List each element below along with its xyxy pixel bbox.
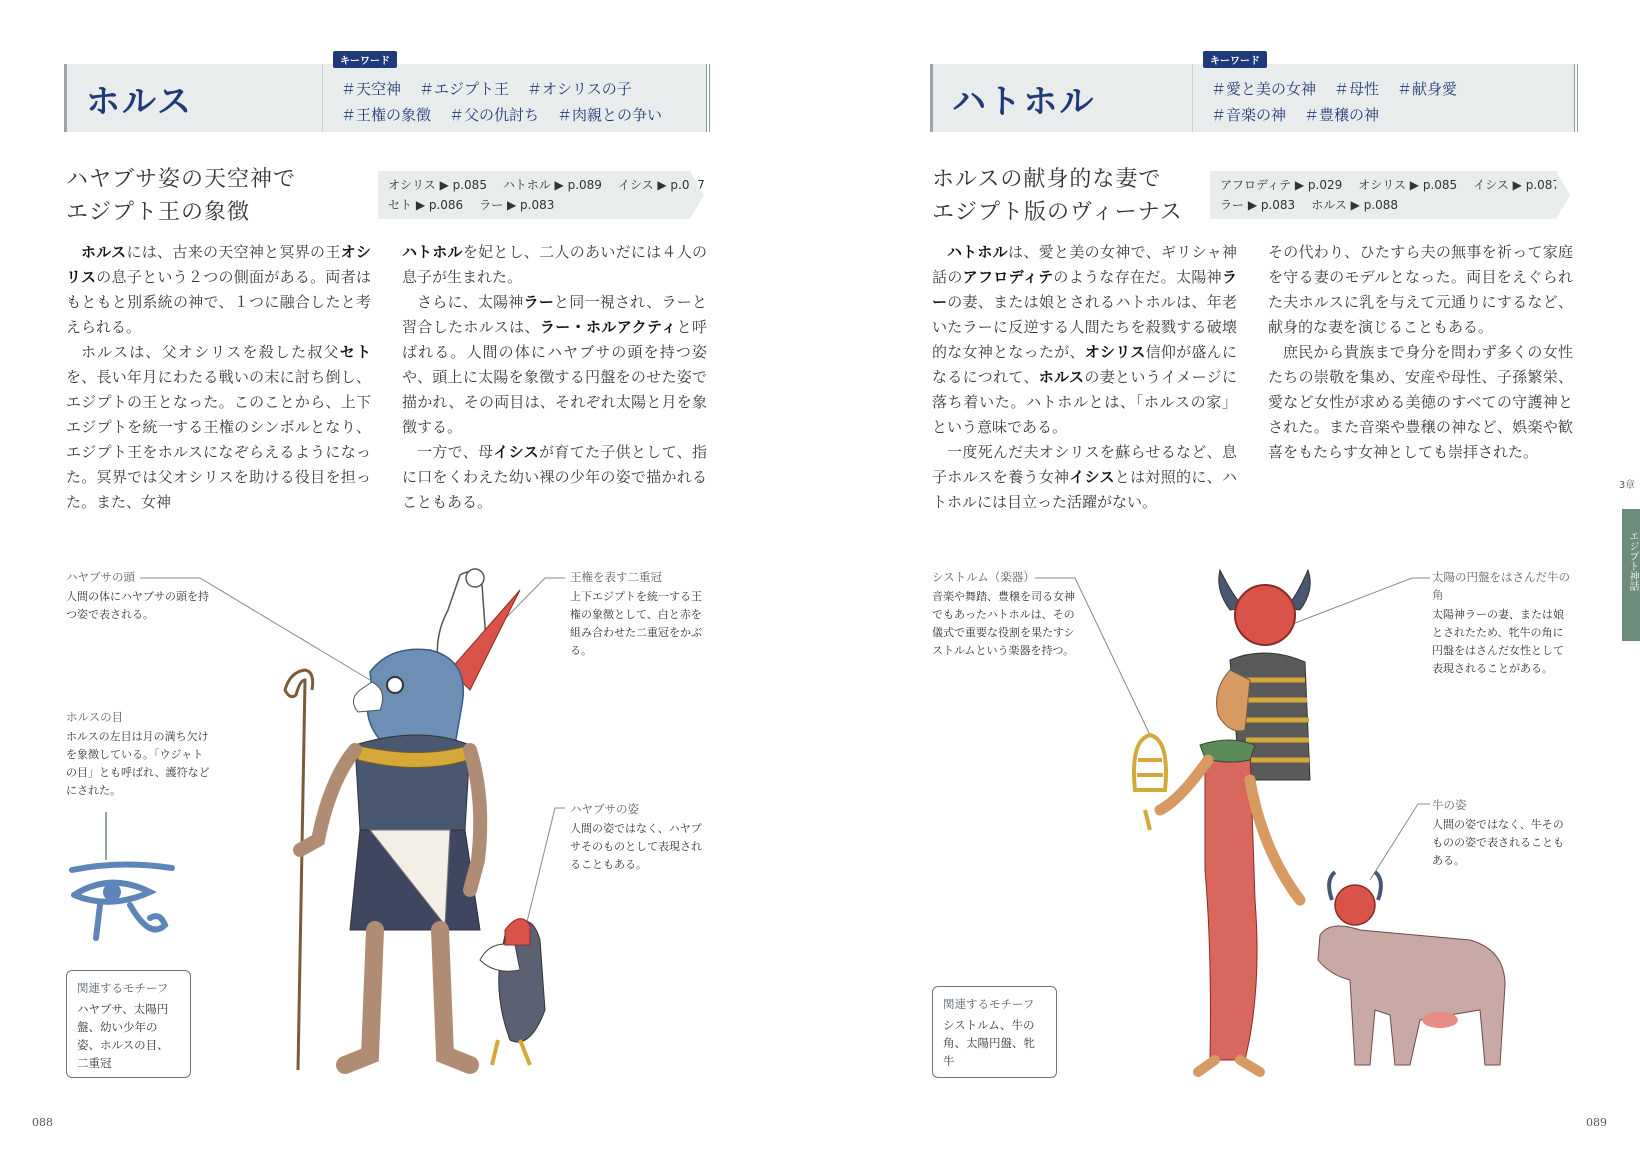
- subtitle-line: エジプト王の象徴: [66, 200, 251, 225]
- keyword-row-1: [341, 76, 680, 102]
- right-page: [820, 0, 1640, 1163]
- keyword-box-edge: [1574, 64, 1578, 132]
- annotation-text: 上下エジプトを統一する王権の象徴として、白と赤を組み合わせた二重冠をかぶる。: [570, 590, 702, 657]
- subtitle-line: エジプト版のヴィーナス: [932, 200, 1183, 225]
- ref-link[interactable]: イシス ▶ p.087: [617, 178, 705, 192]
- title-band: [930, 64, 1192, 132]
- keyword: ＃音楽の神: [1211, 106, 1287, 124]
- annotation-cow-form: [1432, 796, 1572, 870]
- keyword: ＃父の仇討ち: [449, 106, 540, 124]
- annotation-heading: ハヤブサの頭: [66, 570, 135, 584]
- ref-row: [1220, 175, 1561, 195]
- subtitle: [66, 163, 296, 229]
- annotation-text: 太陽神ラーの妻、または娘とされたため、牝牛の角に円盤をはさんだ女性として表現されることがある。: [1432, 608, 1564, 675]
- annotation-text: 人間の姿ではなく、ハヤブサそのものとして表現されることもある。: [570, 822, 702, 871]
- annotation-heading: ホルスの目: [66, 710, 124, 724]
- ref-link[interactable]: ラー ▶ p.083: [1220, 198, 1296, 212]
- ref-link[interactable]: ラー ▶ p.083: [479, 198, 555, 212]
- ref-link[interactable]: セト ▶ p.086: [388, 198, 464, 212]
- ref-link[interactable]: ホルス ▶ p.088: [1311, 198, 1399, 212]
- ref-link[interactable]: イシス ▶ p.087: [1473, 178, 1561, 192]
- related-motifs-box: [932, 986, 1057, 1078]
- keyword: ＃肉親との争い: [557, 106, 663, 124]
- annotation-falcon-head: [66, 568, 216, 624]
- ref-link[interactable]: アフロディテ ▶ p.029: [1220, 178, 1343, 192]
- keyword-box: [1192, 56, 1574, 132]
- chapter-tab[interactable]: [1622, 509, 1640, 641]
- keyword-row-1: [1211, 76, 1475, 102]
- keyword: ＃豊穣の神: [1304, 106, 1380, 124]
- chapter-number: 3章: [1618, 480, 1636, 491]
- keyword: ＃愛と美の女神: [1211, 80, 1317, 98]
- related-motifs-box: [66, 970, 191, 1078]
- ref-link[interactable]: オシリス ▶ p.085: [388, 178, 487, 192]
- keyword: ＃オシリスの子: [527, 80, 632, 98]
- keyword-label: キーワード: [333, 51, 397, 68]
- keyword: ＃天空神: [341, 80, 402, 98]
- page-number: 089: [1586, 1116, 1607, 1129]
- annotation-text: 音楽や舞踏、豊穣を司る女神でもあったハトホルは、その儀式で重要な役割を果たすシストルムという楽器を持つ。: [932, 590, 1075, 657]
- annotation-horns: [1432, 568, 1572, 678]
- ref-link[interactable]: ハトホル ▶ p.089: [502, 178, 602, 192]
- subtitle-line: ホルスの献身的な妻で: [932, 167, 1162, 192]
- motif-text: ハヤブサ、太陽円盤、幼い少年の姿、ホルスの目、二重冠: [77, 1002, 169, 1070]
- cross-references: [378, 171, 705, 219]
- annotation-heading: 太陽の円盤をはさんだ牛の角: [1432, 570, 1570, 602]
- ref-row: [388, 175, 705, 195]
- annotation-text: 人間の姿ではなく、牛そのものの姿で表されることもある。: [1432, 818, 1564, 867]
- body-column-2: ハトホルを妃とし、二人のあいだには４人の息子が生まれた。 さらに、太陽神ラーと同一視され、ラーと習合したホルスは、ラー・ホルアクティと呼ばれる。人間の体にハヤブサの頭を持つ姿や、頭上に太陽を象徴する円盤をのせた姿で描かれ、その両目は、それぞれ太陽と月を象徴する。 一方で、母イシスが育てた子供として、指に口をくわえた幼い裸の少年の姿で描かれることもある。: [402, 243, 708, 511]
- keyword: ＃王権の象徴: [341, 106, 432, 124]
- page-number: 088: [32, 1116, 53, 1129]
- subtitle-line: ハヤブサ姿の天空神で: [66, 167, 297, 192]
- motif-text: シストルム、牛の角、太陽円盤、牝牛: [943, 1018, 1035, 1068]
- annotation-heading: 王権を表す二重冠: [570, 570, 662, 584]
- body-column-1: ホルスには、古来の天空神と冥界の王オシリスの息子という２つの側面がある。両者はもともと別系統の神で、１つに融合したと考えられる。 ホルスは、父オシリスを殺した叔父セトを、長い年月にわたる戦いの末に討ち倒し、エジプトの王となった。このことから、上下エジプトを統一する王権のシンボルとなり、エジプト王をホルスになぞらえるようになった。冥界では父オシリスを助ける役目を担った。また、女神: [66, 243, 371, 511]
- keyword-row-2: [341, 102, 680, 128]
- band-edge: [64, 64, 67, 132]
- cross-references: [1210, 171, 1561, 219]
- keyword-box: [322, 56, 706, 132]
- annotation-heading: シストルム（楽器）: [932, 570, 1035, 584]
- band-edge: [930, 64, 933, 132]
- body-column-2: その代わり、ひたすら夫の無事を祈って家庭を守る妻のモデルとなった。両目をえぐられた夫ホルスに乳を与えて元通りにするなど、献身的な妻を演じることもある。 庶民から貴族まで身分を問わず多くの女性たちの崇敬を集め、安産や母性、子孫繁栄、愛など女性が求める美徳のすべての守護神とされた。また音楽や豊穣の神など、娯楽や歓喜をもたらす女神としても崇拝された。: [1268, 243, 1573, 461]
- annotation-eye-of-horus: [66, 708, 212, 800]
- annotation-text: 人間の体にハヤブサの頭を持つ姿で表される。: [66, 590, 209, 621]
- page-title: ハトホル: [952, 82, 1096, 122]
- motif-heading: 関連するモチーフ: [77, 981, 169, 995]
- annotation-heading: 牛の姿: [1432, 798, 1467, 812]
- title-band: [64, 64, 322, 132]
- annotation-double-crown: [570, 568, 710, 660]
- keyword: ＃母性: [1334, 80, 1380, 98]
- ref-row: [1220, 195, 1546, 215]
- keyword-label: キーワード: [1203, 51, 1267, 68]
- page-title: ホルス: [86, 82, 193, 122]
- keyword: ＃献身愛: [1397, 80, 1458, 98]
- ref-row: [388, 195, 680, 215]
- subtitle: [932, 163, 1183, 229]
- keyword-lines: [1211, 76, 1475, 128]
- annotation-sistrum: [932, 568, 1077, 660]
- chapter-tab-label: エジプト神話: [1627, 531, 1638, 591]
- keyword-box-edge: [706, 64, 710, 132]
- ref-link[interactable]: オシリス ▶ p.085: [1358, 178, 1458, 192]
- motif-heading: 関連するモチーフ: [943, 997, 1035, 1011]
- keyword-row-2: [1211, 102, 1475, 128]
- annotation-heading: ハヤブサの姿: [570, 802, 639, 816]
- annotation-text: ホルスの左目は月の満ち欠けを象徴している。「ウジャトの目」とも呼ばれ、護符などにされた。: [66, 730, 210, 797]
- keyword-lines: [341, 76, 680, 128]
- annotation-falcon-form: [570, 800, 710, 874]
- keyword: ＃エジプト王: [419, 80, 510, 98]
- body-column-1: ハトホルは、愛と美の女神で、ギリシャ神話のアフロディテのような存在だ。太陽神ラーの妻、または娘とされるハトホルは、年老いたラーに反逆する人間たちを殺戮する破壊的な女神となったが、オシリス信仰が盛んになるにつれて、ホルスの妻というイメージに落ち着いた。ハトホルとは、「ホルスの家」という意味である。 一度死んだ夫オシリスを蘇らせるなど、息子ホルスを養う女神イシスとは対照的に、ハトホルには目立った活躍がない。: [932, 243, 1237, 511]
